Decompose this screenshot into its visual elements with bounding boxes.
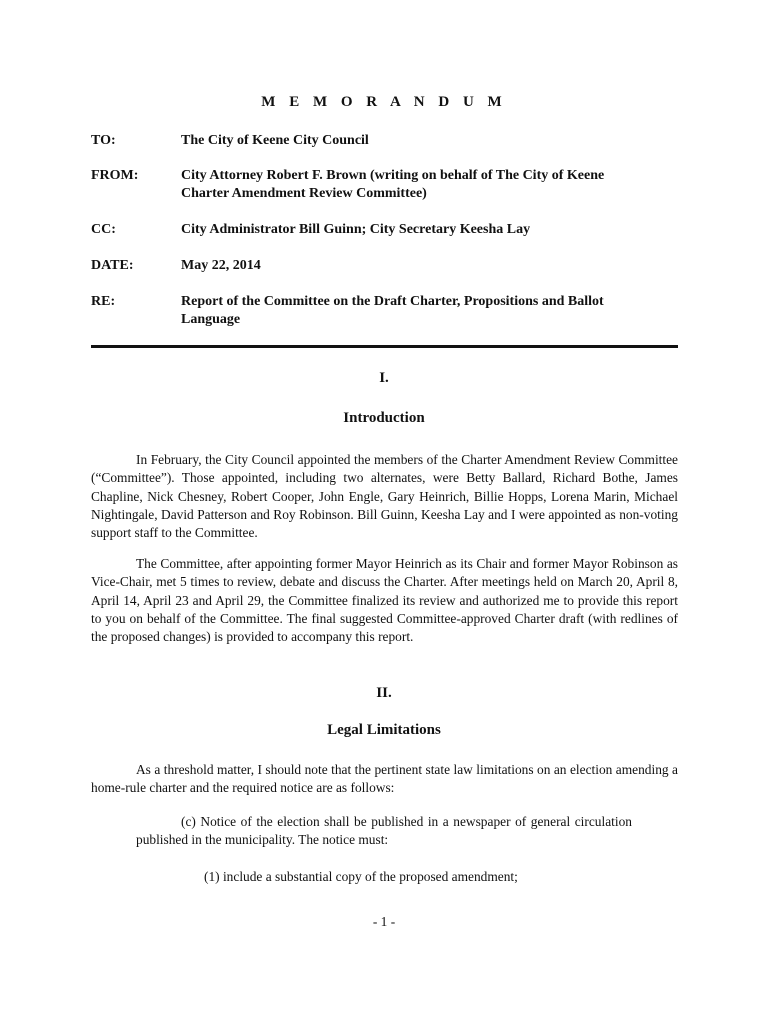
- body-paragraph: In February, the City Council appointed the members of the Charter Amendment Review Committee (“Committee”). Those appointed, including two alternates, were Betty Ballard, Richard Bothe, James Chapline, Nick Chesney, Robert Cooper, John Engle, Gary Heinrich, Billie Hopps, Lorena Marin, Michael Nightingale, David Patterson and Roy Robinson. Bill Guinn, Keesha Lay and I were appointed as non-voting support staff to the Committee.: [91, 452, 678, 541]
- section-number: II.: [376, 685, 392, 701]
- re-label: RE:: [91, 294, 116, 309]
- page-number: - 1 -: [372, 914, 396, 929]
- body-paragraph: The Committee, after appointing former Mayor Heinrich as its Chair and former Mayor Robinson as Vice-Chair, met 5 times to review, debate and discuss the Charter. After meetings held on March 20, April 8, April 14, April 23 and April 29, the Committee finalized its review and authorized me to provide this report to you on behalf of the Committee. The final suggested Committee-approved Charter draft (with redlines of the proposed changes) is provided to accompany this report.: [91, 556, 678, 645]
- section-title: Introduction: [343, 410, 425, 426]
- from-label: FROM:: [91, 168, 139, 183]
- to-label: TO:: [91, 133, 116, 148]
- section-title: Legal Limitations: [327, 722, 441, 738]
- cc-value: City Administrator Bill Guinn; City Secretary Keesha Lay: [181, 222, 531, 237]
- statute-item: (1) include a substantial copy of the proposed amendment;: [204, 869, 518, 884]
- re-value: Report of the Committee on the Draft Charter, Propositions and Ballot Language: [181, 294, 604, 327]
- memo-title: M E M O R A N D U M: [261, 94, 507, 110]
- statute-quote: (c) Notice of the election shall be published in a newspaper of general circulation published in the municipality. The notice must:: [136, 814, 632, 848]
- cc-label: CC:: [91, 222, 116, 237]
- date-label: DATE:: [91, 258, 134, 273]
- body-paragraph: As a threshold matter, I should note that the pertinent state law limitations on an election amending a home-rule charter and the required notice are as follows:: [91, 762, 678, 796]
- to-value: The City of Keene City Council: [181, 133, 369, 148]
- from-value: City Attorney Robert F. Brown (writing on behalf of The City of Keene Charter Amendment Review Committee): [181, 168, 605, 201]
- header-divider: [91, 345, 678, 348]
- date-value: May 22, 2014: [181, 258, 261, 273]
- section-number: I.: [379, 370, 389, 386]
